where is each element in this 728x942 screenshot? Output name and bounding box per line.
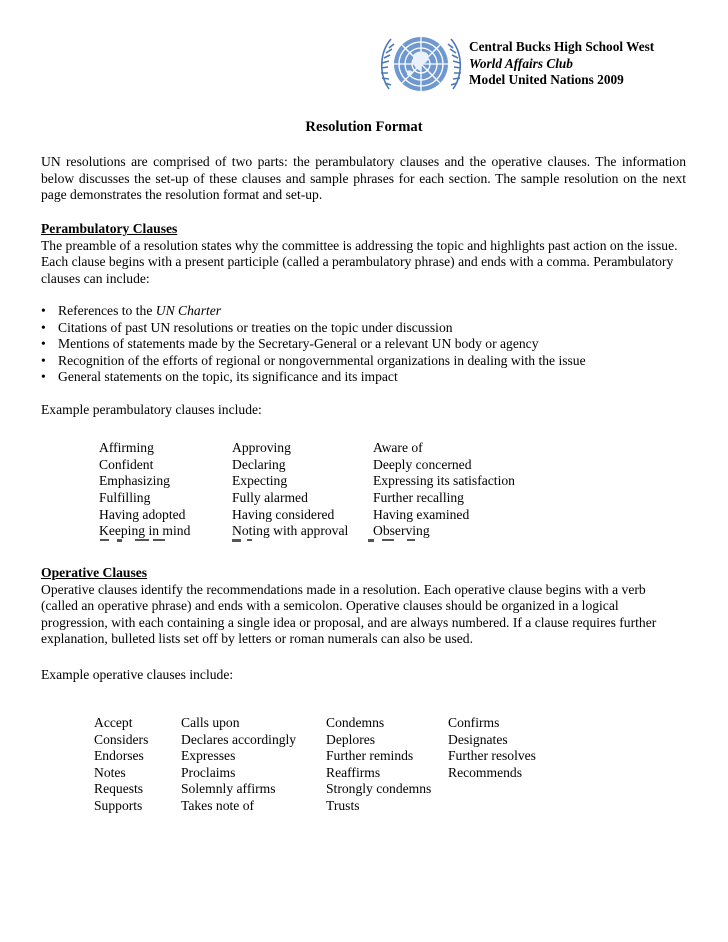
example-phrase: Supports — [94, 797, 143, 813]
example-phrase: Having examined — [373, 506, 470, 522]
example-phrase: Noting with approval — [232, 523, 349, 539]
bullet-symbol: • — [41, 303, 46, 318]
example-phrase: Keeping in mind — [99, 523, 191, 539]
example-phrase: Endorses — [94, 748, 144, 764]
bullet-item — [41, 303, 686, 320]
bullet-emphasis: UN Charter — [155, 303, 222, 318]
bullet-symbol: • — [41, 319, 46, 335]
example-phrase: Solemnly affirms — [181, 781, 276, 797]
example-phrase: Deeply concerned — [373, 456, 472, 472]
example-phrase: Confident — [99, 456, 154, 472]
bullet-symbol: • — [41, 352, 46, 368]
example-phrase: Fulfilling — [99, 489, 151, 505]
bullet-text: Mentions of statements made by the Secretary-General or a relevant UN body or agency — [58, 336, 539, 352]
operative-section — [41, 565, 686, 648]
example-phrase: Condemns — [326, 715, 385, 730]
example-phrase: Deplores — [326, 731, 376, 747]
bullet-symbol: • — [41, 369, 46, 385]
bullet-item — [41, 320, 686, 337]
bullet-text: References to the — [58, 303, 156, 318]
example-phrase: Designates — [448, 731, 508, 747]
bullet-item — [41, 353, 686, 370]
example-phrase: Aware of — [373, 440, 423, 455]
example-phrase: Proclaims — [181, 764, 236, 780]
example-phrase: Declares accordingly — [181, 731, 297, 747]
example-phrase: Reaffirms — [326, 764, 381, 780]
document-header — [469, 39, 654, 89]
example-phrase: Further resolves — [448, 748, 536, 764]
example-phrase: Notes — [94, 764, 126, 780]
cropped-row-fragment — [95, 539, 435, 544]
example-phrase: Expecting — [232, 473, 288, 489]
example-phrase: Emphasizing — [99, 473, 170, 489]
event-name: Model United Nations 2009 — [469, 72, 624, 87]
perambulatory-examples-intro: Example perambulatory clauses include: — [41, 402, 262, 417]
example-phrase: Trusts — [326, 797, 360, 813]
example-phrase: Expressing its satisfaction — [373, 473, 515, 489]
bullet-text: Citations of past UN resolutions or treaties on the topic under discussion — [58, 319, 453, 335]
example-phrase: Fully alarmed — [232, 489, 308, 505]
club-name: World Affairs Club — [469, 55, 573, 71]
operative-examples-table — [94, 715, 558, 815]
example-phrase: Affirming — [99, 440, 154, 455]
example-phrase: Declaring — [232, 456, 286, 472]
bullet-symbol: • — [41, 336, 46, 352]
example-phrase: Having considered — [232, 506, 335, 522]
bullet-item — [41, 336, 686, 353]
perambulatory-section — [41, 221, 686, 287]
example-phrase: Takes note of — [181, 797, 255, 813]
operative-paragraph: Operative clauses identify the recommendations made in a resolution. Each operative clause begins with a verb (called an operative phrase) and ends with a semicolon. Operative clauses should be organized in a logical progression, with each containing a single idea or proposal, and are always numbered. If a clause requires further explanation, bulleted lists set off by letters or roman numerals can also be used. — [41, 581, 657, 647]
bullet-text: General statements on the topic, its significance and its impact — [58, 369, 398, 385]
un-emblem-icon — [377, 27, 465, 101]
perambulatory-bullets — [41, 303, 686, 386]
example-phrase: Accept — [94, 715, 133, 730]
example-phrase: Having adopted — [99, 506, 186, 522]
example-phrase: Confirms — [448, 715, 500, 730]
example-phrase: Observing — [373, 523, 430, 539]
example-phrase — [448, 781, 558, 798]
perambulatory-examples-table — [99, 440, 533, 540]
intro-paragraph: UN resolutions are comprised of two parts: the perambulatory clauses and the operative clauses. The information below discusses the set-up of these clauses and sample phrases for each section. The sample resolution on the next page demonstrates the resolution format and set-up. — [41, 154, 686, 203]
bullet-text: Recognition of the efforts of regional or nongovernmental organizations in dealing with the issue — [58, 352, 586, 368]
bullet-item — [41, 369, 686, 386]
example-phrase: Further reminds — [326, 748, 414, 764]
operative-examples-intro: Example operative clauses include: — [41, 667, 234, 682]
example-phrase: Considers — [94, 731, 149, 747]
example-phrase: Approving — [232, 440, 291, 455]
school-name: Central Bucks High School West — [469, 39, 655, 54]
example-phrase: Calls upon — [181, 715, 240, 730]
example-phrase — [448, 798, 558, 815]
example-phrase: Strongly condemns — [326, 781, 432, 797]
example-phrase: Further recalling — [373, 489, 464, 505]
example-phrase: Requests — [94, 781, 144, 797]
page-title: Resolution Format — [305, 119, 423, 135]
example-phrase: Expresses — [181, 748, 236, 764]
example-phrase: Recommends — [448, 764, 522, 780]
operative-heading: Operative Clauses — [41, 565, 148, 580]
perambulatory-heading: Perambulatory Clauses — [41, 221, 178, 236]
perambulatory-paragraph: The preamble of a resolution states why the committee is addressing the topic and highlights past action on the issue. Each clause begins with a present participle (called a perambulatory phrase) and ends with a comma. Perambulatory clauses can include: — [41, 237, 678, 286]
